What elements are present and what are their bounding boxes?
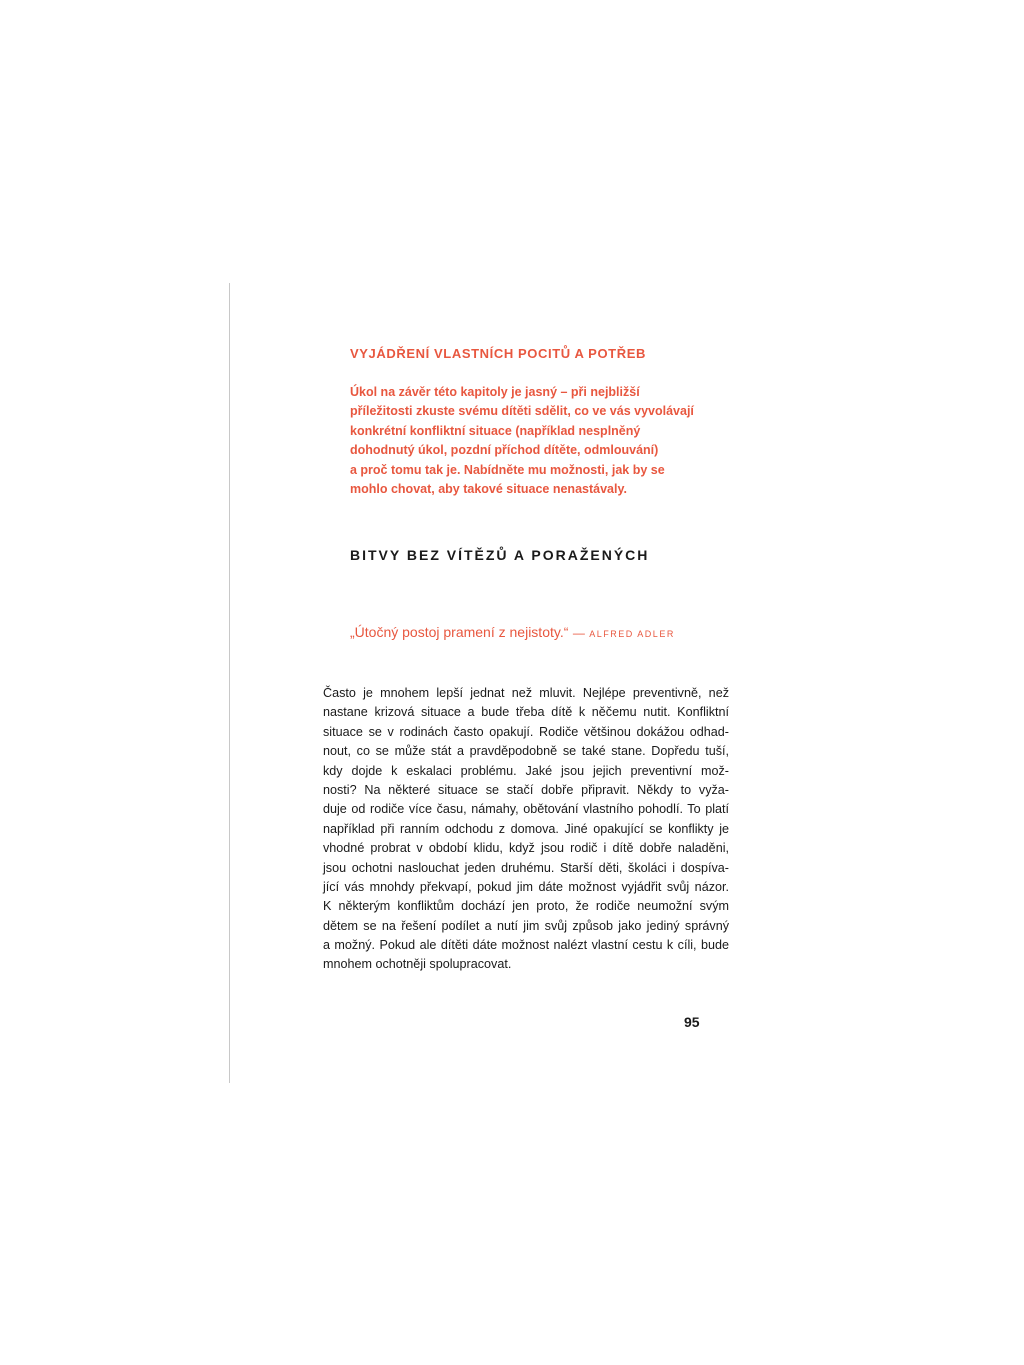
body-line: jsou ochotni naslouchat jeden druhému. Starší děti, školáci i dospíva-	[323, 860, 729, 875]
section-heading: BITVY BEZ VÍTĚZŮ A PORAŽENÝCH	[350, 547, 650, 563]
body-line: jící vás mnohdy překvapí, pokud jim dáte možnost vyjádřit svůj názor.	[323, 879, 729, 894]
body-line: a možný. Pokud ale dítěti dáte možnost nalézt vlastní cestu k cíli, bude	[323, 938, 729, 953]
body-line: nastane krizová situace a bude třeba dítě k něčemu nutit. Konfliktní	[323, 705, 729, 720]
exercise-line: a proč tomu tak je. Nabídněte mu možnosti, jak by se	[350, 462, 665, 477]
quote-dash: —	[572, 626, 585, 640]
body-line: duje od rodiče více času, námahy, obětování vlastního pohodlí. To platí	[323, 802, 729, 817]
body-paragraph	[323, 684, 729, 975]
page-gutter-line	[229, 283, 230, 1083]
body-line: vhodné probrat v období klidu, když jsou rodič i dítě dobře naladěni,	[323, 841, 729, 856]
body-line: například při ranním odchodu z domova. Jiné opakující se konflikty je	[323, 821, 729, 836]
exercise-line: příležitosti zkuste svému dítěti sdělit, co ve vás vyvolávají	[350, 404, 694, 419]
exercise-text	[350, 383, 700, 499]
quote-author: ALFRED ADLER	[589, 629, 675, 639]
page-number: 95	[684, 1014, 700, 1030]
exercise-heading: VYJÁDŘENÍ VLASTNÍCH POCITŮ A POTŘEB	[350, 346, 646, 361]
body-line: mnohem ochotněji spolupracovat.	[323, 957, 512, 972]
body-line: nosti? Na některé situace se stačí dobře připravit. Někdy to vyža-	[323, 782, 729, 797]
body-line: K některým konfliktům dochází jen proto, že rodiče neumožní svým	[323, 899, 729, 914]
body-line: situace se v rodinách často opakují. Rodiče většinou dokážou odhad-	[323, 724, 729, 739]
body-line: nout, co se může stát a pravděpodobně se také stane. Dopředu tuší,	[323, 744, 729, 759]
exercise-line: konkrétní konfliktní situace (například nesplněný	[350, 423, 641, 438]
body-line: Často je mnohem lepší jednat než mluvit. Nejlépe preventivně, než	[323, 686, 729, 700]
exercise-line: mohlo chovat, aby takové situace nenastávaly.	[350, 482, 627, 497]
body-line: dětem se na řešení podílet a nutí jim svůj způsob jako jediný správný	[323, 918, 729, 933]
quote-text: „Útočný postoj pramení z nejistoty.“	[350, 624, 569, 640]
body-line: kdy dojde k eskalaci problému. Jaké jsou jejich preventivní mož-	[323, 763, 729, 778]
epigraph-quote	[350, 622, 730, 644]
exercise-line: Úkol na závěr této kapitoly je jasný – při nejbližší	[350, 385, 640, 399]
exercise-line: dohodnutý úkol, pozdní příchod dítěte, odmlouvání)	[350, 443, 659, 458]
